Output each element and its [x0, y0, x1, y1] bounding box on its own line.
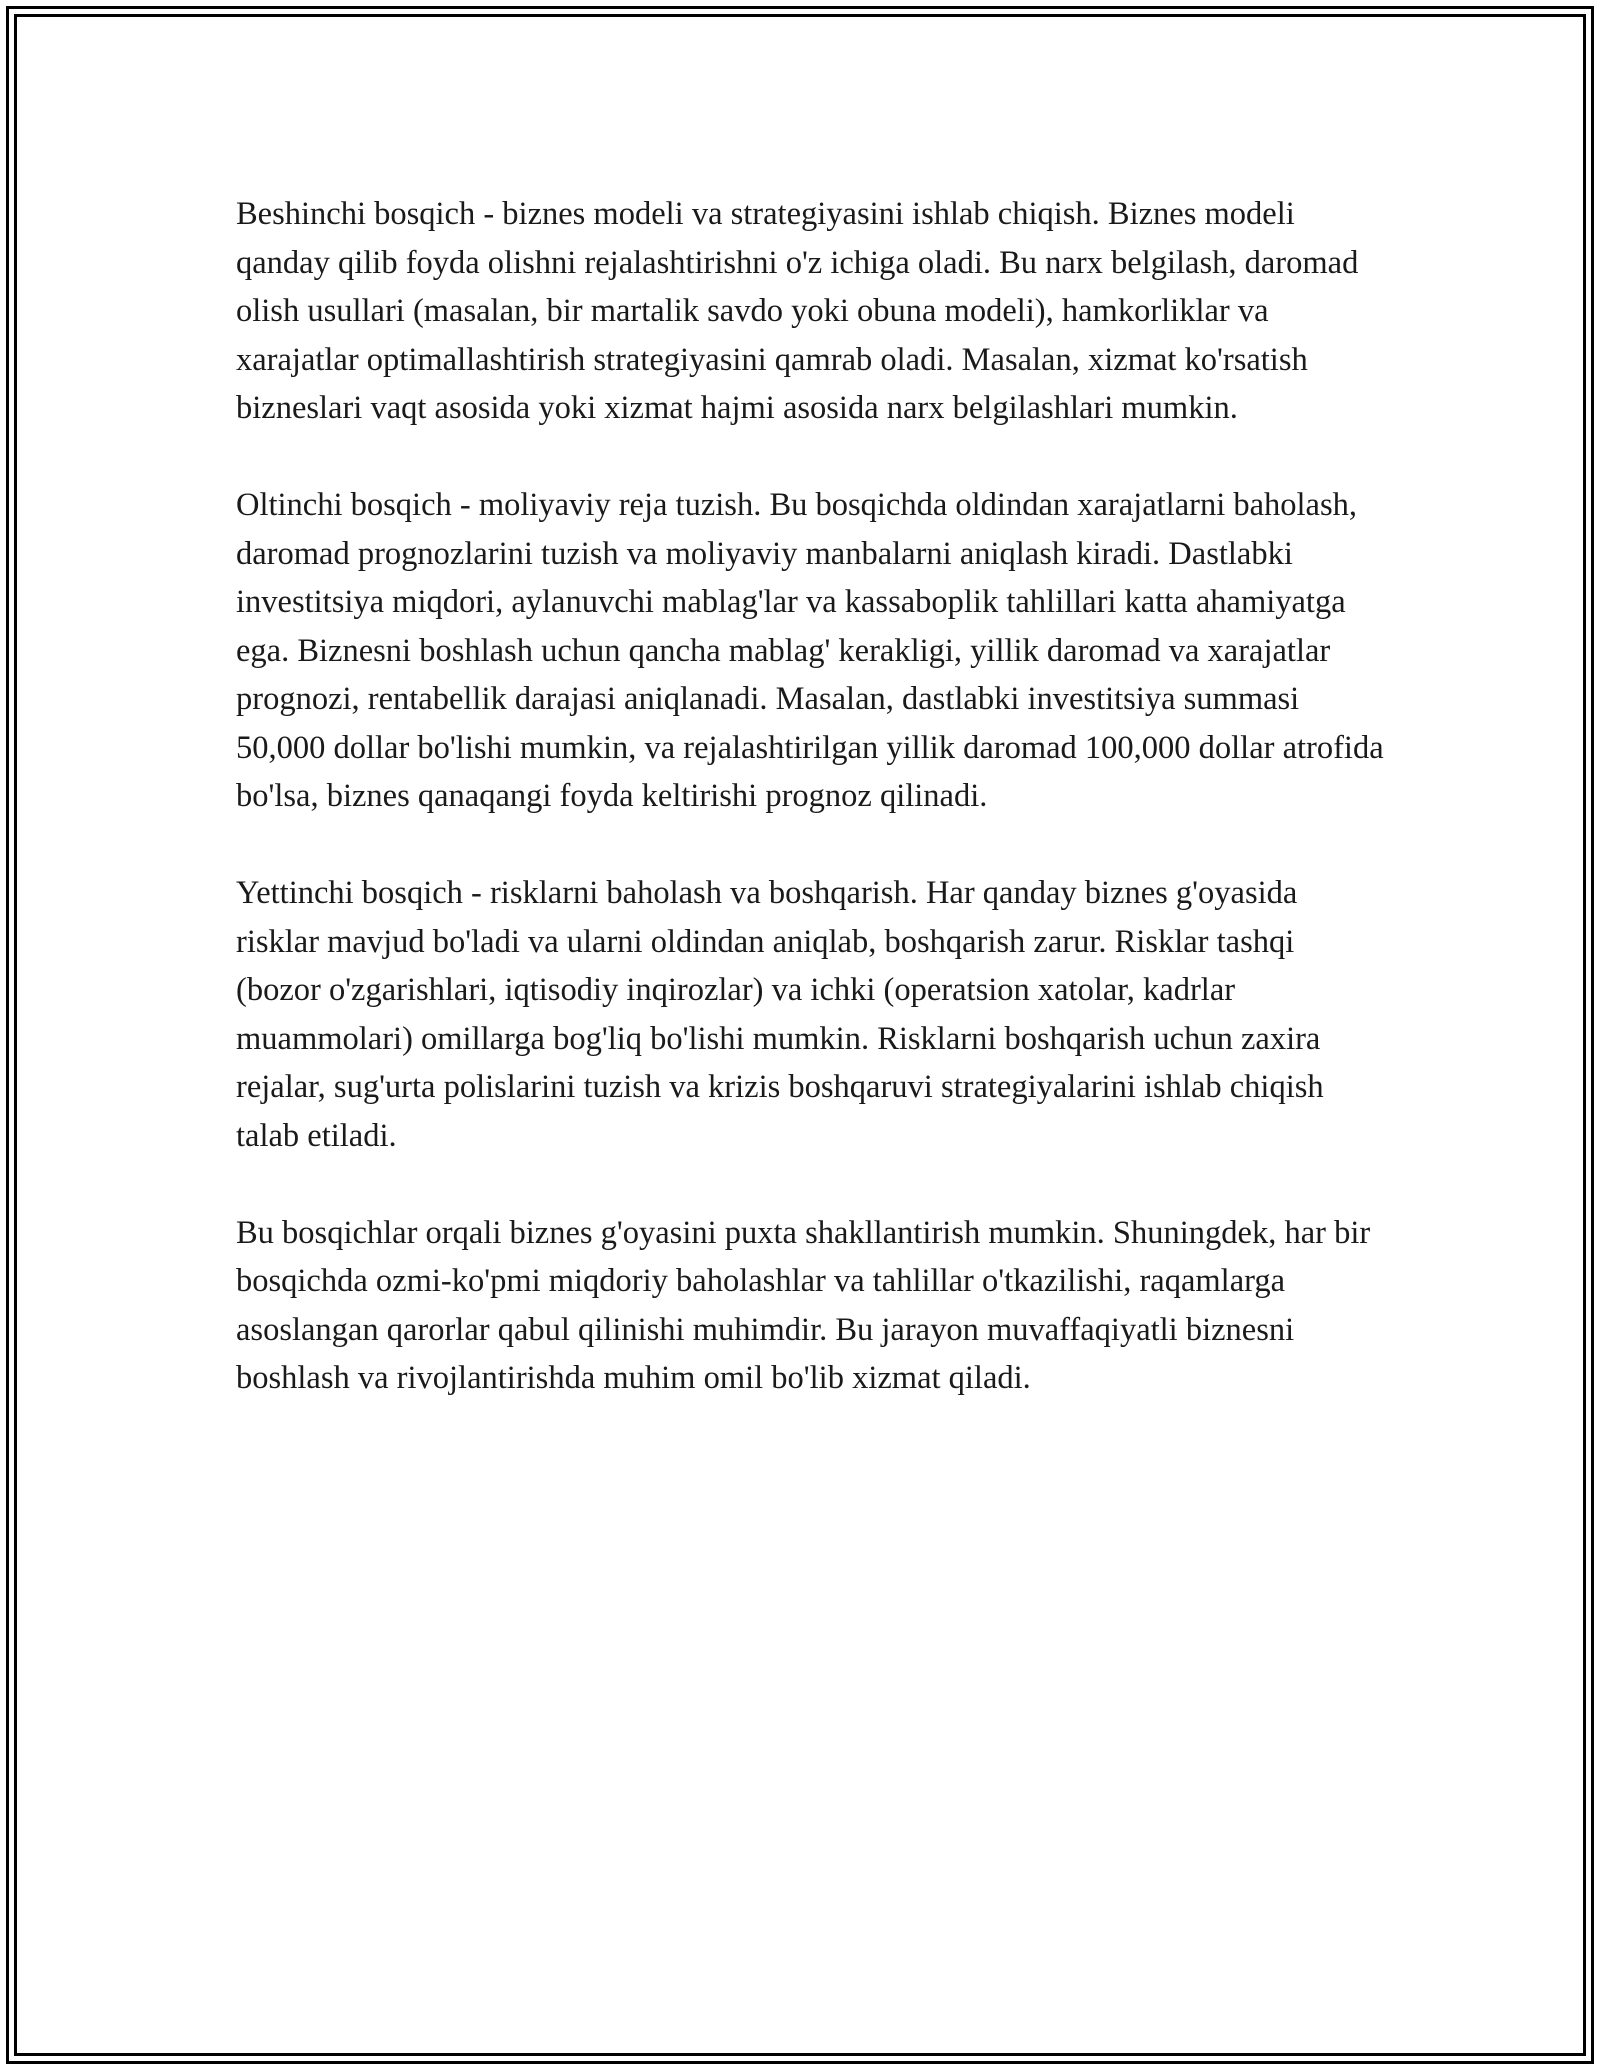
paragraph-stage-seven: Yettinchi bosqich - risklarni baholash va boshqarish. Har qanday biznes g'oyasida risklar mavjud bo'ladi va ularni oldindan aniqlab, boshqarish zarur. Risklar tashqi (bozor o'zgarishlari, iqtisodiy inqirozlar) va ichki (operatsion xatolar, kadrlar muammolari) omillarga bog'liq bo'lishi mumkin. Risklarni boshqarish uchun zaxira rejalar, sug'urta polislarini tuzish va krizis boshqaruvi strategiyalarini ishlab chiqish talab etiladi.: [236, 875, 1324, 1154]
document-body: [236, 190, 1386, 1451]
paragraph-stage-six: Oltinchi bosqich - moliyaviy reja tuzish. Bu bosqichda oldindan xarajatlarni baholash, daromad prognozlarini tuzish va moliyaviy manbalarni aniqlash kiradi. Dastlabki investitsiya miqdori, aylanuvchi mablag'lar va kassaboplik tahlillari katta ahamiyatga ega. Biznesni boshlash uchun qancha mablag' kerakligi, yillik daromad va xarajatlar prognozi, rentabellik darajasi aniqlanadi. Masalan, dastlabki investitsiya summasi 50,000 dollar bo'lishi mumkin, va rejalashtirilgan yillik daromad 100,000 dollar atrofida bo'lsa, biznes qanaqangi foyda keltirishi prognoz qilinadi.: [236, 487, 1384, 814]
paragraph-conclusion: Bu bosqichlar orqali biznes g'oyasini puxta shakllantirish mumkin. Shuningdek, har bir bosqichda ozmi-ko'pmi miqdoriy baholashlar va tahlillar o'tkazilishi, raqamlarga asoslangan qarorlar qabul qilinishi muhimdir. Bu jarayon muvaffaqiyatli biznesni boshlash va rivojlantirishda muhim omil bo'lib xizmat qiladi.: [236, 1214, 1371, 1396]
paragraph-stage-five: Beshinchi bosqich - biznes modeli va strategiyasini ishlab chiqish. Biznes modeli qanday qilib foyda olishni rejalashtirishni o'z ichiga oladi. Bu narx belgilash, daromad olish usullari (masalan, bir martalik savdo yoki obuna modeli), hamkorliklar va xarajatlar optimallashtirish strategiyasini qamrab oladi. Masalan, xizmat ko'rsatish bizneslari vaqt asosida yoki xizmat hajmi asosida narx belgilashlari mumkin.: [236, 196, 1359, 426]
